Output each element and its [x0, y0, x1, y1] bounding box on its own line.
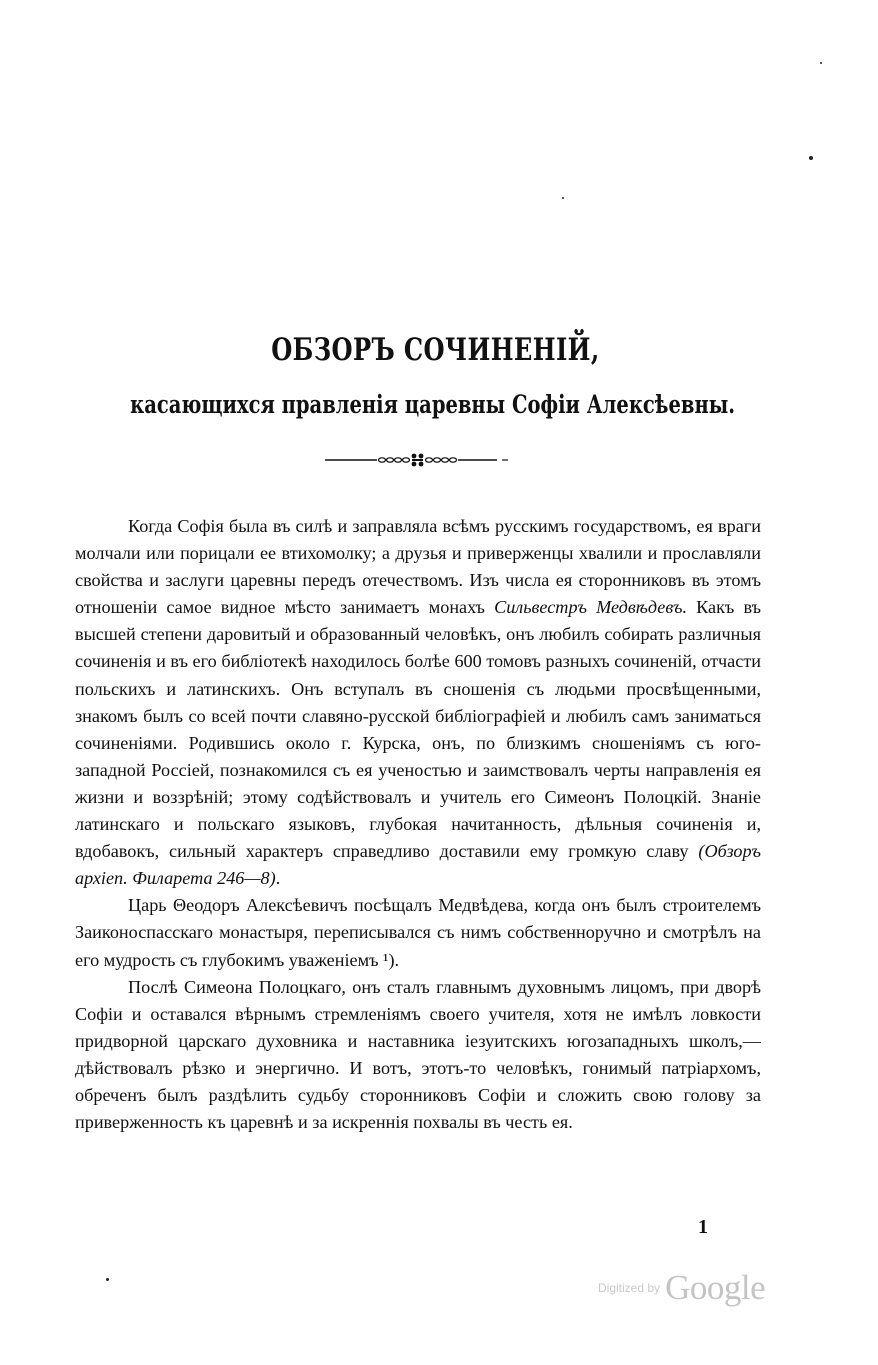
scan-speck — [820, 62, 822, 64]
watermark-prefix: Digitized by — [598, 1281, 661, 1295]
google-logo: Google — [665, 1268, 766, 1307]
paragraph-1-text-after: . — [275, 868, 281, 889]
paragraph-3: Послѣ Симеона Полоцкаго, онъ сталъ главнымъ духовнымъ лицомъ, при дворѣ Софіи и оставался вѣрнымъ стремленіямъ своего учителя, хотя не имѣлъ ловкости придворной царскаго духовника и наставника іезуитскихъ югозападныхъ школъ,—дѣйствовалъ рѣзко и энергично. И вотъ, этотъ-то человѣкъ, гонимый патріархомъ, обреченъ былъ раздѣлить судьбу сторонниковъ Софіи и сложить свою голову за приверженность къ царевнѣ и за искреннія похвалы въ честь ея. — [75, 976, 761, 1133]
paragraph-1 — [75, 513, 761, 892]
scan-speck — [562, 197, 564, 199]
italic-reference: (Обзоръ архіеп. Филарета 246—8) — [75, 841, 761, 889]
paragraph-1-text-before: Когда Софія была въ силѣ и заправляла всѣмъ русскимъ государствомъ, ея враги молчали или порицали ее втихомолку; а друзья и приверженцы хвалили и прославляли свойства и заслуги царевны передъ отечествомъ. Изъ числа ея сторонниковъ въ этомъ отношеніи самое видное мѣсто занимаетъ монахъ — [75, 516, 761, 618]
page-subtitle: касающихся правленія царевны Софіи Алексѣевны. — [130, 390, 736, 419]
page-title: ОБЗОРЪ СОЧИНЕНІЙ, — [271, 332, 600, 368]
ornamental-divider-icon — [325, 452, 510, 468]
digitized-watermark — [598, 1268, 778, 1308]
paragraph-1-text-middle: Какъ въ высшей степени даровитый и образованный человѣкъ, онъ любилъ собирать различныя сочиненія и въ его библіотекѣ находилось болѣе 600 томовъ разныхъ сочиненій, отчасти польскихъ и латинскихъ. Онъ вступалъ въ сношенія съ людьми просвѣщенными, знакомъ былъ со всей почти славяно-русской библіографіей и любилъ самъ заниматься сочиненіями. Родившись около г. Курска, онъ, по близкимъ сношеніямъ съ юго-западной Россіей, познакомился съ ея ученостью и заимствовалъ черты направленія ея жизни и воззрѣній; этому содѣйствовалъ и учитель его Симеонъ Полоцкій. Знаніе латинскаго и польскаго языковъ, глубокая начитанность, дѣльныя сочиненія и, вдобавокъ, сильный характеръ справедливо доставили ему громкую славу — [75, 597, 762, 862]
italic-name: Сильвестръ Медвѣдевъ. — [494, 597, 687, 618]
paragraph-2: Царь Θеодоръ Алексѣевичъ посѣщалъ Медвѣдева, когда онъ былъ строителемъ Заиконоспасскаго монастыря, переписывался съ нимъ собственноручно и смотрѣлъ на его мудрость съ глубокимъ уваженіемъ ¹). — [75, 895, 761, 970]
page-number: 1 — [698, 1216, 708, 1238]
scan-speck — [809, 156, 813, 160]
body-text — [75, 513, 761, 1136]
scan-speck — [106, 1278, 109, 1281]
